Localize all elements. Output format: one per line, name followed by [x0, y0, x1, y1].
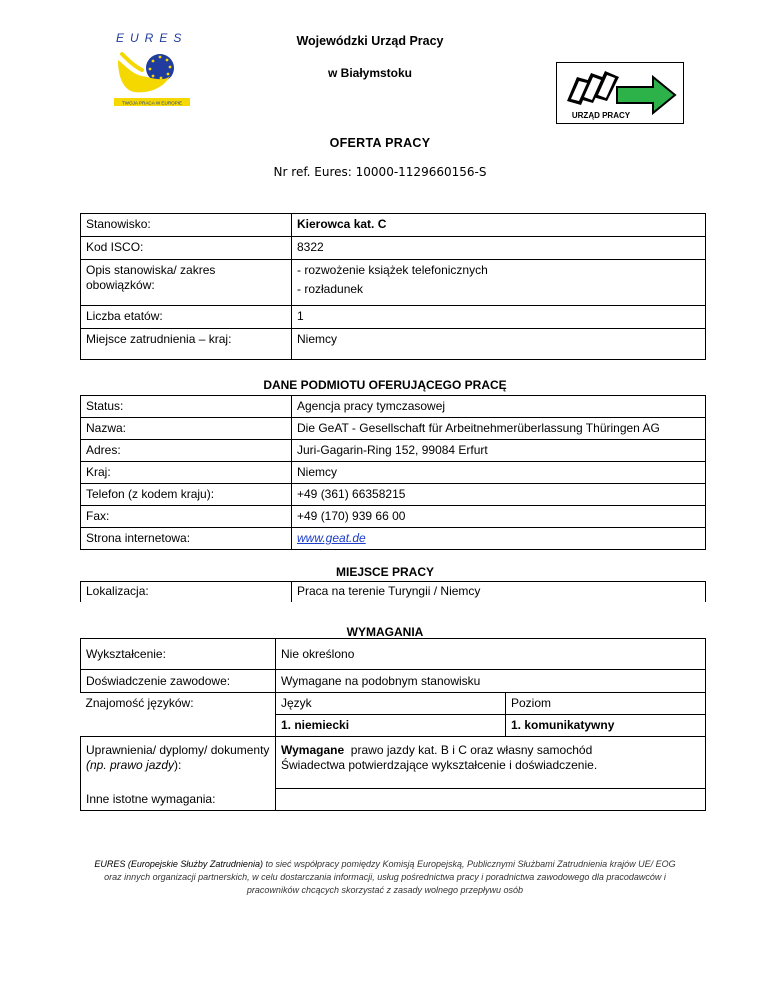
website-label: Strona internetowa:: [81, 528, 292, 550]
permits-value-line1: prawo jazdy kat. B i C oraz własny samochód: [344, 743, 593, 757]
fax-value: +49 (170) 939 66 00: [292, 506, 706, 528]
table-row: [81, 528, 706, 550]
page-title: OFERTA PRACY: [329, 136, 431, 150]
table-row: [81, 639, 706, 670]
status-value: Agencja pracy tymczasowej: [292, 396, 706, 418]
other-requirements-value: [276, 789, 706, 811]
job-table: [80, 213, 706, 360]
footer-text: to sieć współpracy pomiędzy Komisją Europejską, Publicznymi Służbami Zatrudnienia krajów UE/ EOG oraz innych organizacji partnerskich, w celu dostarczania informacji, usług pośrednictwa pracy i poradnictwa zawodowego dla pracodawców i pracowników chcących skorzystać z zasady wolnego przepływu osób: [104, 859, 676, 895]
name-label: Nazwa:: [81, 418, 292, 440]
org-name-line1: Wojewódzki Urząd Pracy: [296, 34, 444, 48]
urzad-pracy-logo: [556, 62, 684, 124]
table-row: [81, 789, 706, 811]
phone-value: +49 (361) 66358215: [292, 484, 706, 506]
positions-count-value: 1: [292, 306, 706, 329]
employer-heading: DANE PODMIOTU OFERUJĄCEGO PRACĘ: [263, 378, 507, 392]
eures-logo: [112, 30, 192, 108]
language-column-header: Język: [276, 693, 506, 715]
positions-count-label: Liczba etatów:: [81, 306, 292, 329]
permits-label-suffix: ):: [174, 758, 182, 772]
reference-number: Nr ref. Eures: 10000-1129660156-S: [273, 165, 487, 179]
employer-table: [80, 395, 706, 550]
eures-logo-text: EURES: [116, 31, 188, 45]
org-name-line2: w Białymstoku: [327, 66, 413, 80]
position-value: Kierowca kat. C: [292, 214, 706, 237]
location-value: Praca na terenie Turyngii / Niemcy: [292, 582, 706, 603]
isco-label: Kod ISCO:: [81, 237, 292, 260]
duty-item: - rozładunek: [297, 282, 364, 296]
permits-required-label: Wymagane: [281, 743, 345, 757]
location-label: Lokalizacja:: [81, 582, 292, 603]
permits-value-line2: Świadectwa potwierdzające wykształcenie i doświadczenie.: [281, 758, 598, 772]
country-value: Niemcy: [292, 329, 706, 360]
permits-label-text: Uprawnienia/ dyplomy/ dokumenty: [86, 743, 270, 757]
duties-label: Opis stanowiska/ zakres obowiązków:: [81, 260, 292, 306]
other-requirements-label: Inne istotne wymagania:: [81, 789, 276, 811]
table-row: [81, 462, 706, 484]
language-value: 1. niemiecki: [276, 715, 506, 737]
cards-arrow-icon: [557, 63, 683, 123]
table-row: [81, 582, 706, 603]
table-row: [81, 440, 706, 462]
status-label: Status:: [81, 396, 292, 418]
level-value: 1. komunikatywny: [506, 715, 706, 737]
workplace-heading: MIEJSCE PRACY: [335, 565, 435, 579]
duty-item: - rozwożenie książek telefonicznych: [297, 263, 488, 277]
address-value: Juri-Gagarin-Ring 152, 99084 Erfurt: [292, 440, 706, 462]
education-label: Wykształcenie:: [81, 639, 276, 670]
urzad-pracy-logo-text: URZĄD PRACY: [571, 111, 631, 120]
requirements-table: [80, 638, 706, 811]
permits-label-example: (np. prawo jazdy: [86, 758, 175, 772]
phone-label: Telefon (z kodem kraju):: [81, 484, 292, 506]
position-label: Stanowisko:: [81, 214, 292, 237]
table-row: [81, 693, 706, 715]
languages-label: Znajomość języków:: [81, 693, 276, 737]
experience-value: Wymagane na podobnym stanowisku: [276, 670, 706, 693]
employer-country-label: Kraj:: [81, 462, 292, 484]
table-row: [81, 329, 706, 360]
table-row: [81, 396, 706, 418]
footer-lead: EURES (Europejskie Służby Zatrudnienia): [94, 859, 263, 869]
name-value: Die GeAT - Gesellschaft für Arbeitnehmerüberlassung Thüringen AG: [292, 418, 706, 440]
fax-label: Fax:: [81, 506, 292, 528]
workplace-table: [80, 581, 706, 602]
experience-label: Doświadczenie zawodowe:: [81, 670, 276, 693]
table-row: [81, 484, 706, 506]
table-row: [81, 418, 706, 440]
table-row: [81, 506, 706, 528]
eures-hand-stars-icon: [112, 30, 192, 108]
permits-value: [276, 737, 706, 789]
employer-country-value: Niemcy: [292, 462, 706, 484]
requirements-heading: WYMAGANIA: [346, 625, 424, 639]
permits-label: [81, 737, 276, 789]
table-row: [81, 737, 706, 789]
address-label: Adres:: [81, 440, 292, 462]
table-row: [81, 214, 706, 237]
table-row: [81, 260, 706, 306]
education-value: Nie określono: [276, 639, 706, 670]
table-row: [81, 306, 706, 329]
table-row: [81, 237, 706, 260]
level-column-header: Poziom: [506, 693, 706, 715]
table-row: [81, 670, 706, 693]
website-link[interactable]: www.geat.de: [297, 531, 366, 545]
eures-tagline: TWOJA PRACA W EUROPIE: [121, 100, 183, 106]
footer-note: [90, 858, 680, 897]
isco-value: 8322: [292, 237, 706, 260]
country-label: Miejsce zatrudnienia – kraj:: [81, 329, 292, 360]
